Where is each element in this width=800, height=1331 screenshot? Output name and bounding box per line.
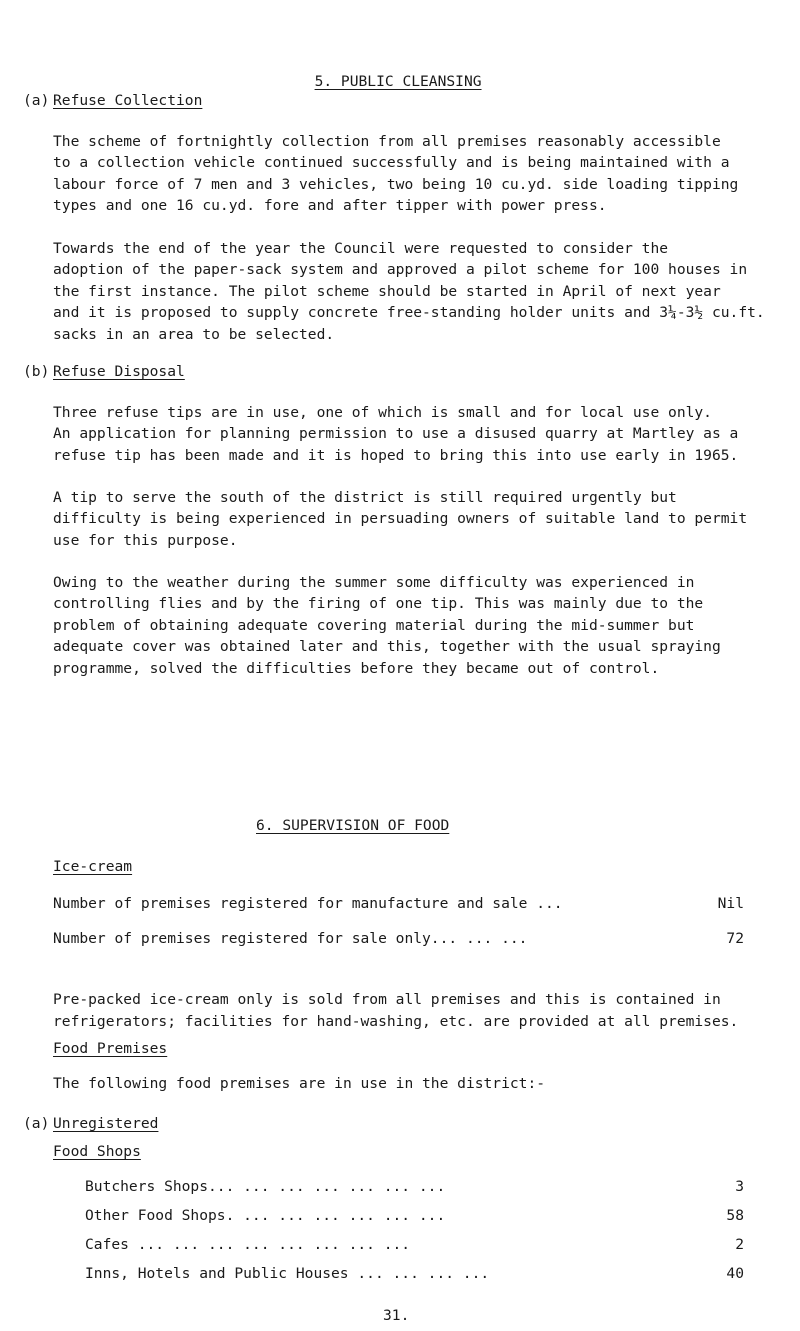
shop-row-inns-value: 40	[726, 1265, 744, 1282]
section-5-heading	[297, 52, 482, 92]
refuse-disposal-title: Refuse Disposal	[53, 363, 185, 380]
unregistered-label: (a)	[23, 1115, 50, 1132]
food-premises-title: Food Premises	[53, 1040, 168, 1057]
shop-row-cafes-value: 2	[735, 1236, 744, 1253]
shop-row-butchers-value: 3	[735, 1178, 744, 1195]
section-5-heading-text: 5. PUBLIC CLEANSING	[314, 73, 482, 90]
ice-cream-paragraph-text: Pre-packed ice-cream only is sold from all premises and this is contained in refrigerators; facilities for hand-washing, etc. are provided at all premises.	[53, 991, 739, 1030]
paragraph-refuse-tips: Three refuse tips are in use, one of which is small and for local use only. An application for planning permission to use a disused quarry at Martley as a refuse tip has been made and it is hoped to bring this into use early in 1965.	[53, 404, 739, 464]
food-premises-intro: The following food premises are in use in the district:-	[53, 1075, 546, 1092]
section-6-heading: 6. SUPERVISION OF FOOD	[256, 817, 450, 834]
unregistered-title: Unregistered	[53, 1115, 159, 1132]
shop-row-other-value: 58	[726, 1207, 744, 1224]
subsection-a-label: (a)	[23, 92, 50, 109]
shop-row-inns-label: Inns, Hotels and Public Houses ... ... ... ...	[85, 1265, 490, 1282]
ice-cream-sale-label: Number of premises registered for sale only... ... ...	[53, 930, 528, 947]
shop-row-butchers-label: Butchers Shops... ... ... ... ... ... ...	[85, 1178, 446, 1195]
paragraph-paper-sack-system: Towards the end of the year the Council were requested to consider the adoption of the paper-sack system and approved a pilot scheme for 100 houses in the first instance. The pilot scheme should be started in April of next year and it is proposed to supply concrete free-standing holder units and 3¼-3½ cu.ft. sacks in an area to be selected.	[53, 240, 765, 343]
ice-cream-sale-value: 72	[726, 930, 744, 947]
refuse-collection-title: Refuse Collection	[53, 92, 203, 109]
shop-row-cafes-label: Cafes ... ... ... ... ... ... ... ...	[85, 1236, 411, 1253]
ice-cream-manufacture-value: Nil	[717, 895, 744, 912]
paragraph-south-tip: A tip to serve the south of the district is still required urgently but difficulty is being experienced in persuading owners of suitable land to permit use for this purpose.	[53, 489, 748, 549]
shop-row-other-label: Other Food Shops. ... ... ... ... ... ...	[85, 1207, 446, 1224]
paragraph-refuse-collection-scheme: The scheme of fortnightly collection from all premises reasonably accessible to a collection vehicle continued successfully and is being maintained with a labour force of 7 men and 3 vehicles, two being 10 cu.yd. side loading tipping types and one 16 cu.yd. fore and after tipper with power press.	[53, 133, 739, 215]
food-shops-title: Food Shops	[53, 1143, 141, 1160]
ice-cream-manufacture-label: Number of premises registered for manufacture and sale ...	[53, 895, 563, 912]
paragraph-flies-control: Owing to the weather during the summer some difficulty was experienced in controlling flies and by the firing of one tip. This was mainly due to the problem of obtaining adequate covering material during the mid-summer but adequate cover was obtained later and this, together with the usual spraying programme, solved the difficulties before they became out of control.	[53, 574, 721, 677]
page-number: 31.	[383, 1307, 410, 1324]
subsection-b-label: (b)	[23, 363, 50, 380]
ice-cream-title: Ice-cream	[53, 858, 133, 875]
